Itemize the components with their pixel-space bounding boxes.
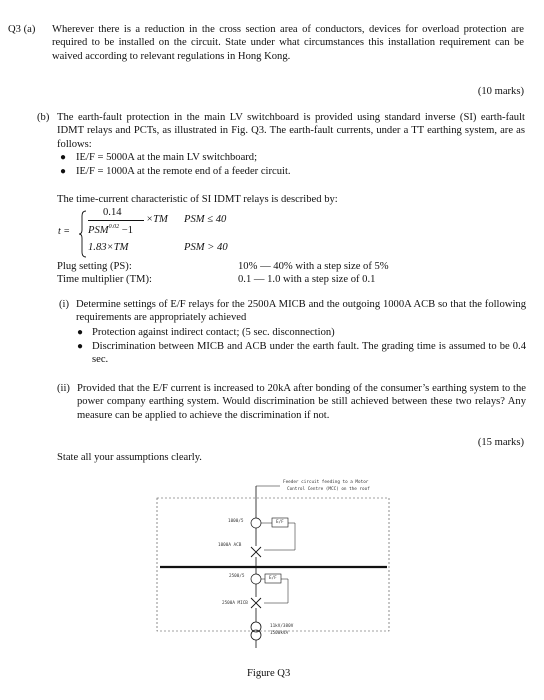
assumptions-note: State all your assumptions clearly. (57, 452, 202, 463)
formula-numerator: 0.14 (103, 207, 122, 218)
part-i-label: (i) (59, 299, 69, 310)
tm-value: 0.1 — 1.0 with a step size of 0.1 (238, 274, 376, 285)
fault-current-feeder: IE/F = 1000A at the remote end of a feeder circuit. (76, 166, 291, 177)
ct-bottom (251, 574, 261, 584)
ef-bottom-label: E/F (269, 576, 277, 581)
formula-t: t = (58, 226, 71, 237)
feeder-note-2: Control Centre (MCC) on the roof (287, 487, 370, 492)
question-label: Q3 (a) (8, 24, 36, 35)
formula-denominator (88, 221, 133, 237)
part-ii-text: Provided that the E/F current is increased to 20kA after bonding of the consumer’s earthing system to the power company earthing system. Would discrimination be still achieved between these two relays? Any measure can be applied to achieve the discrimination if not. (77, 383, 526, 421)
acb-label: 1000A ACB (218, 543, 242, 548)
figure-caption: Figure Q3 (247, 668, 291, 679)
ps-value: 10% — 40% with a step size of 5% (238, 261, 389, 272)
ct-top-ratio: 1000/5 (228, 519, 244, 524)
micb-label: 2500A MICB (222, 601, 248, 606)
fault-current-main: IE/F = 5000A at the main LV switchboard; (76, 152, 258, 163)
formula-line-2: 1.83×TM (88, 242, 129, 253)
bullet-dot: ● (77, 327, 84, 338)
single-line-diagram (150, 476, 400, 671)
formula-minus-one: −1 (121, 225, 134, 236)
formula-exponent: 0.02 (108, 224, 120, 230)
ef-top-label: E/F (276, 520, 284, 525)
part-b-marks: (15 marks) (477, 437, 524, 448)
formula-condition-2: PSM > 40 (184, 242, 228, 253)
part-ii-label: (ii) (57, 383, 70, 394)
part-a-marks: (10 marks) (477, 86, 524, 97)
transformer-rating: 1500kVA (270, 631, 289, 636)
ct-top (251, 518, 261, 528)
acb-breaker (251, 547, 261, 557)
ct-bottom-ratio: 2500/5 (229, 574, 245, 579)
formula-times-tm: ×TM (146, 214, 168, 225)
transformer-voltage: 11kV/380V (270, 624, 294, 629)
part-a-text: Wherever there is a reduction in the cross section area of conductors, devices for overload protection are required to be installed on the circuit. State under what circumstances this installation requirement can be waived according to relevant regulations in Hong Kong. (52, 24, 524, 62)
feeder-note-1: Feeder circuit feeding to a Motor (283, 480, 369, 485)
ps-label: Plug setting (PS): (57, 261, 132, 272)
bullet-dot: ● (77, 341, 84, 352)
part-b-label: (b) (37, 112, 50, 123)
part-b-text: The earth-fault protection in the main LV switchboard is provided using standard inverse (SI) earth-fault IDMT relays and PCTs, as illustrated in Fig. Q3. The earth-fault currents, under a TT earthing system, are as follows: (57, 112, 525, 150)
formula-psm: PSM (88, 225, 109, 236)
formula-condition-1: PSM ≤ 40 (184, 214, 227, 225)
tc-intro: The time-current characteristic of SI IDMT relays is described by: (57, 194, 338, 205)
formula-brace (78, 210, 88, 258)
tm-label: Time multiplier (TM): (57, 274, 152, 285)
bullet-dot: ● (60, 152, 67, 163)
bullet-dot: ● (60, 166, 67, 177)
requirement-indirect-contact: Protection against indirect contact; (5 sec. disconnection) (92, 327, 335, 338)
requirement-discrimination: Discrimination between MICB and ACB under the earth fault. The grading time is assumed to be 0.4 sec. (92, 341, 526, 366)
micb-breaker (251, 598, 261, 608)
part-i-text: Determine settings of E/F relays for the 2500A MICB and the outgoing 1000A ACB so that the following requirements are appropriately achieved (76, 299, 526, 324)
